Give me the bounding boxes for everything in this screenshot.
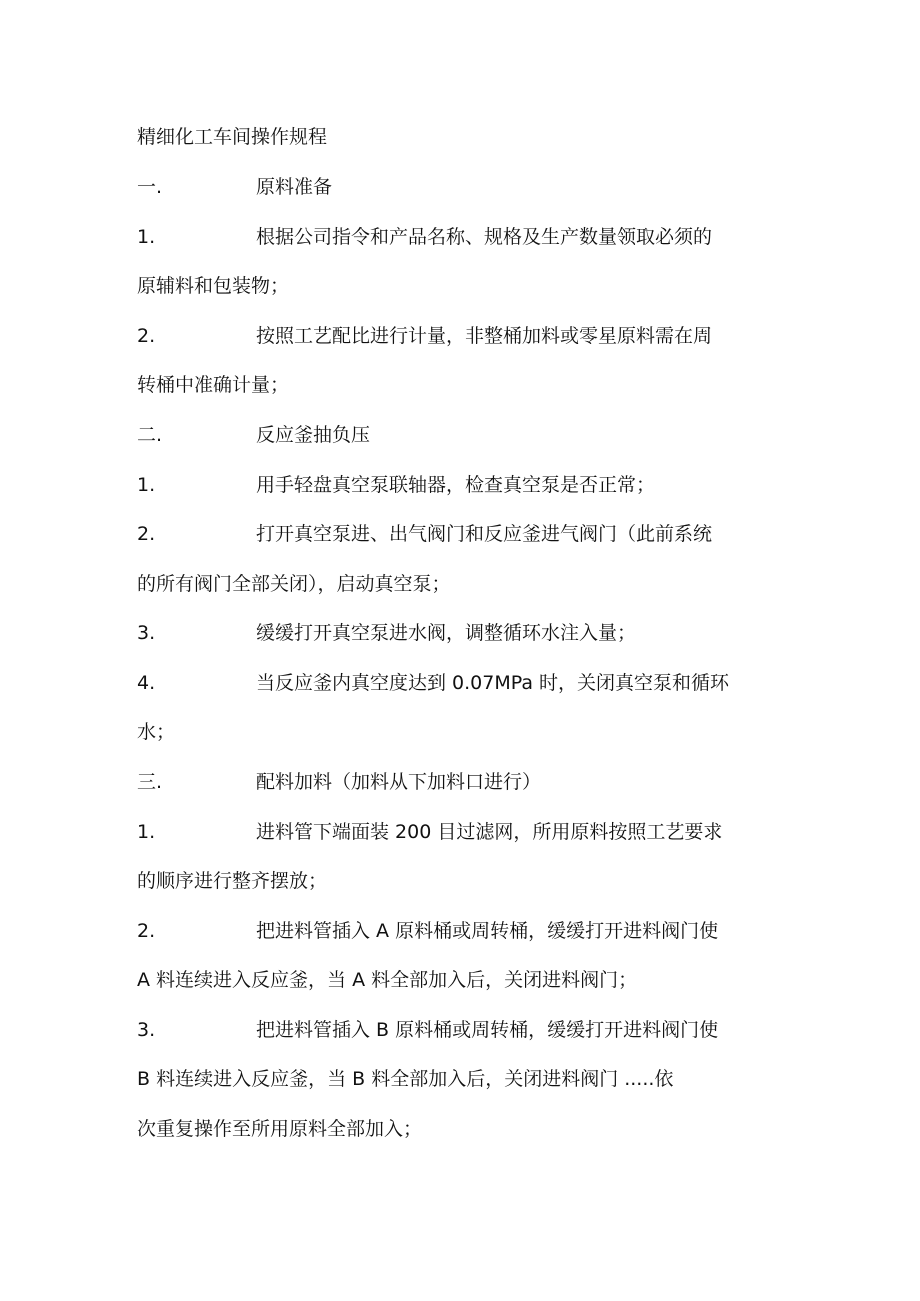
item-number: 1. (137, 474, 156, 496)
item-text: 次重复操作至所用原料全部加入； (137, 1118, 423, 1140)
item-text: 把进料管插入 A 原料桶或周转桶，缓缓打开进料阀门使 (256, 920, 719, 942)
list-item (137, 222, 797, 252)
list-item (137, 668, 797, 698)
item-text: 把进料管插入 B 原料桶或周转桶，缓缓打开进料阀门使 (256, 1019, 719, 1041)
item-number: 3. (137, 1019, 156, 1041)
section-number: 一. (137, 176, 163, 198)
item-text: 打开真空泵进、出气阀门和反应釜进气阀门（此前系统 (256, 523, 713, 545)
section-number: 二. (137, 424, 163, 446)
list-item (137, 817, 797, 847)
item-text: 转桶中准确计量； (137, 374, 290, 396)
item-continuation (137, 965, 797, 995)
list-item (137, 916, 797, 946)
list-item (137, 618, 797, 648)
item-number: 1. (137, 226, 156, 248)
item-continuation (137, 370, 797, 400)
section-heading-text: 原料准备 (256, 176, 333, 198)
item-continuation (137, 1114, 797, 1144)
item-number: 3. (137, 622, 156, 644)
item-text: 进料管下端面装 200 目过滤网，所用原料按照工艺要求 (256, 821, 723, 843)
item-text: 原辅料和包装物； (137, 275, 290, 297)
section-heading-2 (137, 420, 797, 450)
item-text: A 料连续进入反应釜，当 A 料全部加入后，关闭进料阀门； (137, 969, 638, 991)
item-text: 当反应釜内真空度达到 0.07MPa 时，关闭真空泵和循环 (256, 672, 730, 694)
section-heading-3 (137, 767, 797, 797)
item-text: 的顺序进行整齐摆放； (137, 870, 328, 892)
item-number: 2. (137, 325, 156, 347)
item-number: 2. (137, 523, 156, 545)
item-text: 根据公司指令和产品名称、规格及生产数量领取必须的 (256, 226, 713, 248)
item-text: B 料连续进入反应釜，当 B 料全部加入后，关闭进料阀门 .....依 (137, 1068, 674, 1090)
list-item (137, 1015, 797, 1045)
item-text: 水； (137, 721, 176, 743)
item-text: 按照工艺配比进行计量，非整桶加料或零星原料需在周 (256, 325, 713, 347)
item-number: 4. (137, 672, 156, 694)
item-number: 2. (137, 920, 156, 942)
list-item (137, 519, 797, 549)
section-number: 三. (137, 771, 163, 793)
list-item (137, 470, 797, 500)
item-text: 的所有阀门全部关闭），启动真空泵； (137, 573, 451, 595)
item-continuation (137, 271, 797, 301)
item-continuation (137, 1064, 797, 1094)
item-text: 用手轻盘真空泵联轴器，检查真空泵是否正常； (256, 474, 656, 496)
item-number: 1. (137, 821, 156, 843)
title-text: 精细化工车间操作规程 (137, 126, 328, 148)
item-continuation (137, 569, 797, 599)
section-heading-1 (137, 172, 797, 202)
item-continuation (137, 866, 797, 896)
item-continuation (137, 717, 797, 747)
item-text: 缓缓打开真空泵进水阀，调整循环水注入量； (256, 622, 637, 644)
list-item (137, 321, 797, 351)
document-title (137, 122, 797, 152)
section-heading-text: 反应釜抽负压 (256, 424, 371, 446)
section-heading-text: 配料加料（加料从下加料口进行） (256, 771, 542, 793)
